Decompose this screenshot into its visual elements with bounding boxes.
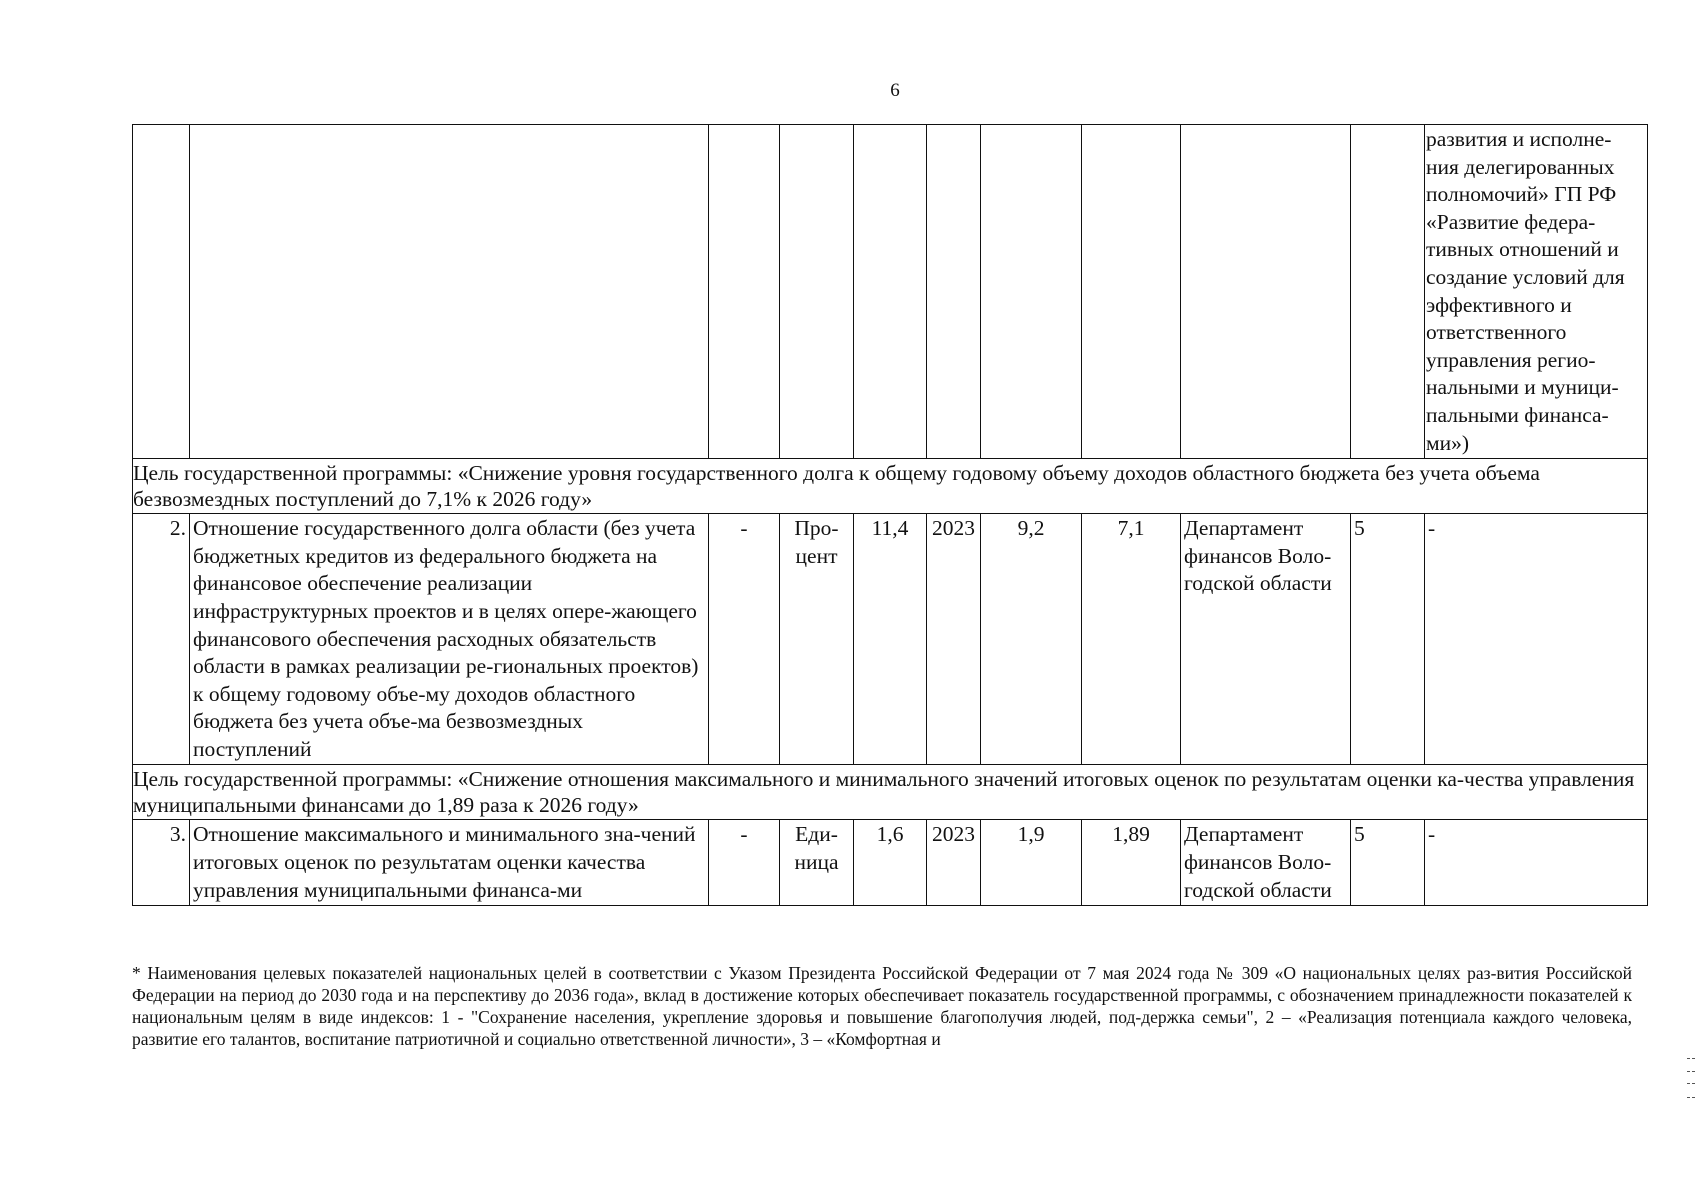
base-year: 2023	[927, 514, 981, 765]
value-2025: 9,2	[981, 514, 1082, 765]
unit: Про-цент	[780, 514, 854, 765]
base-year: 2023	[927, 820, 981, 906]
scan-edge-mark	[1687, 1058, 1695, 1098]
indicator-name: Отношение государственного долга области (без учета бюджетных кредитов из федерального бюджета на финансовое обеспечение реализации инфраструктурных проектов и в целях опере-жающего финансового обеспечения расходных обязательств области в рамках реализации ре-гиональных проектов) к общему годовому объе-му доходов областного бюджета без учета объе-ма безвозмездных поступлений	[190, 514, 709, 765]
base-value: 11,4	[854, 514, 927, 765]
note: -	[1425, 820, 1648, 906]
row-number: 3.	[133, 820, 190, 906]
link-index: 5	[1351, 514, 1425, 765]
unit: Еди-ница	[780, 820, 854, 906]
page-number: 6	[890, 80, 900, 101]
note: -	[1425, 514, 1648, 765]
goal-text: Цель государственной программы: «Снижение уровня государственного долга к общему годовому объему доходов областного бюджета без учета объема безвозмездных поступлений до 7,1% к 2026 году»	[133, 459, 1648, 514]
indicator-level: -	[709, 820, 780, 906]
base-value: 1,6	[854, 820, 927, 906]
continuation-note: развития и исполне-ния делегированных полномочий» ГП РФ «Развитие федера-тивных отношений и создание условий для эффективного и ответственного управления регио-нальными и муници-пальными финанса-ми»)	[1425, 125, 1648, 459]
table-row	[133, 514, 1648, 765]
value-2026: 7,1	[1082, 514, 1181, 765]
value-2025: 1,9	[981, 820, 1082, 906]
goal-row	[133, 765, 1648, 820]
goal-row	[133, 459, 1648, 514]
table-row	[133, 820, 1648, 906]
value-2026: 1,89	[1082, 820, 1181, 906]
continuation-row	[133, 125, 1648, 459]
row-number: 2.	[133, 514, 190, 765]
link-index: 5	[1351, 820, 1425, 906]
indicator-level: -	[709, 514, 780, 765]
responsible: Департамент финансов Воло-годской области	[1181, 820, 1351, 906]
responsible: Департамент финансов Воло-годской области	[1181, 514, 1351, 765]
indicator-name: Отношение максимального и минимального зна-чений итоговых оценок по результатам оценки качества управления муниципальными финанса-ми	[190, 820, 709, 906]
goal-text: Цель государственной программы: «Снижение отношения максимального и минимального значений итоговых оценок по результатам оценки ка-чества управления муниципальными финансами до 1,89 раза к 2026 году»	[133, 765, 1648, 820]
indicators-table	[132, 124, 1648, 906]
footnote: * Наименования целевых показателей национальных целей в соответствии с Указом Президента Российской Федерации от 7 мая 2024 года № 309 «О национальных целях раз-вития Российской Федерации на период до 2030 года и на перспективу до 2036 года», вклад в достижение которых обеспечивает показатель государственной программы, с обозначением принадлежности показателей к национальным целям в виде индексов: 1 - "Сохранение населения, укрепление здоровья и повышение благополучия людей, под-держка семьи", 2 – «Реализация потенциала каждого человека, развитие его талантов, воспитание патриотичной и социально ответственной личности», 3 – «Комфортная и	[132, 963, 1632, 1049]
